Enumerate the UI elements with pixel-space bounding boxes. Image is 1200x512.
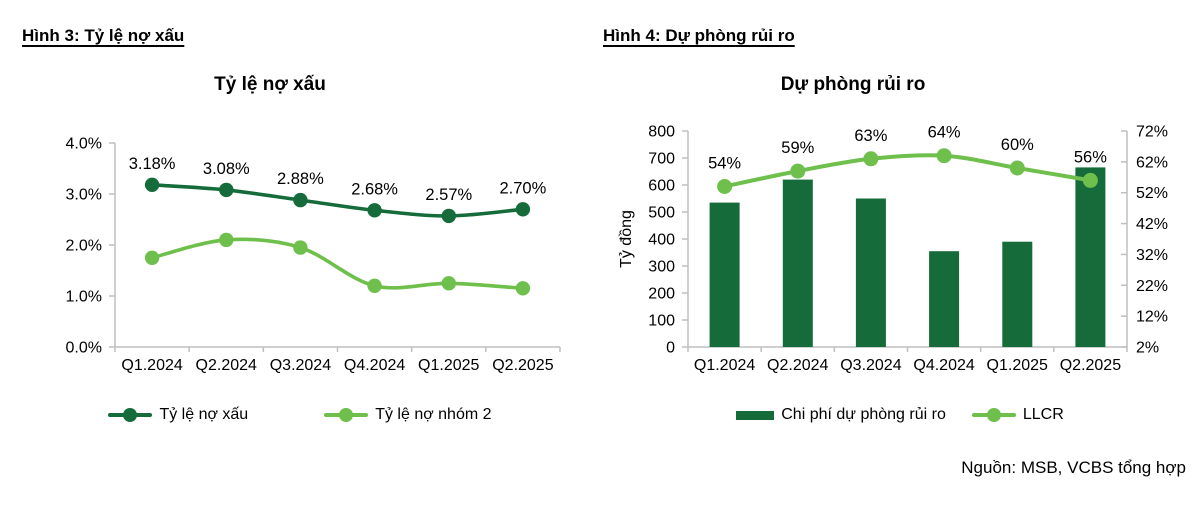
x-axis-label: Q2.2025: [1059, 357, 1122, 374]
provision-chart-title: Dự phòng rủi ro: [780, 74, 926, 95]
y-right-tick-label: 42%: [1136, 216, 1169, 234]
x-axis-label: Q1.2025: [986, 357, 1048, 374]
line-marker-icon: [324, 408, 368, 422]
bar: [1002, 242, 1032, 347]
line-marker-icon: [972, 408, 1016, 422]
legend-label: Chi phí dự phòng rủi ro: [781, 406, 946, 423]
bar: [856, 199, 886, 348]
data-point-label: 63%: [854, 126, 888, 145]
y-right-tick-label: 52%: [1136, 185, 1169, 203]
x-axis-label: Q2.2024: [195, 357, 257, 374]
y-left-tick-label: 400: [648, 231, 675, 249]
data-point-marker: [516, 281, 530, 295]
x-axis-label: Q3.2024: [269, 357, 332, 374]
y-left-tick-label: 200: [648, 285, 675, 303]
provision-chart-legend: [600, 406, 1200, 424]
data-point-marker: [937, 148, 952, 163]
data-point-marker: [1010, 161, 1025, 176]
figure4-heading: Hình 4: Dự phòng rủi ro: [603, 26, 795, 45]
data-point-marker: [367, 203, 381, 217]
data-point-marker: [442, 209, 456, 223]
data-point-label: 3.18%: [128, 154, 176, 173]
y-left-tick-label: 600: [648, 177, 675, 195]
data-point-marker: [1083, 173, 1098, 188]
y-axis-tick-label: 1.0%: [65, 288, 102, 306]
x-axis-label: Q4.2024: [913, 357, 975, 374]
data-point-label: 2.88%: [277, 170, 324, 189]
x-axis-label: Q1.2025: [418, 357, 480, 374]
y-right-tick-label: 2%: [1136, 339, 1160, 357]
data-point-marker: [442, 276, 456, 290]
y-left-tick-label: 300: [648, 258, 675, 276]
data-point-label: 2.68%: [351, 180, 398, 199]
y-right-tick-label: 32%: [1136, 246, 1169, 264]
data-point-marker: [293, 240, 307, 254]
legend-item-provision-cost: [736, 406, 946, 424]
legend-label: Tỷ lệ nợ xấu: [159, 406, 249, 423]
npl-line-chart: [0, 60, 600, 410]
x-axis-label: Q1.2024: [121, 357, 183, 374]
bar: [783, 180, 813, 347]
y-axis-tick-label: 3.0%: [65, 186, 102, 204]
legend-item-group2-ratio: [324, 406, 491, 424]
data-point-marker: [219, 183, 233, 197]
y-right-tick-label: 72%: [1136, 123, 1169, 141]
source-note: Nguồn: MSB, VCBS tổng hợp: [961, 458, 1186, 477]
data-point-marker: [717, 179, 732, 194]
x-axis-label: Q4.2024: [343, 357, 406, 374]
data-point-label: 64%: [927, 123, 961, 142]
data-point-marker: [790, 164, 805, 179]
legend-item-npl-ratio: [108, 406, 248, 424]
x-axis-label: Q2.2024: [767, 357, 829, 374]
legend-label: Tỷ lệ nợ nhóm 2: [375, 406, 492, 423]
legend-item-llcr: [972, 406, 1064, 424]
data-point-marker: [145, 251, 159, 265]
y-right-tick-label: 22%: [1136, 277, 1169, 295]
series-line: [152, 239, 523, 288]
bar: [1075, 167, 1105, 347]
provision-combo-chart: [600, 60, 1200, 410]
y-left-tick-label: 800: [648, 123, 675, 141]
data-point-label: 2.57%: [425, 185, 473, 204]
y-axis-tick-label: 4.0%: [65, 135, 102, 153]
y-axis-tick-label: 2.0%: [65, 237, 102, 255]
bar: [710, 203, 740, 347]
x-axis-label: Q1.2024: [693, 357, 756, 374]
y-right-tick-label: 12%: [1136, 308, 1169, 326]
y-left-axis-title: Tỷ đồng: [618, 210, 635, 268]
y-left-tick-label: 700: [648, 150, 675, 168]
y-right-tick-label: 62%: [1136, 154, 1169, 172]
data-point-marker: [863, 151, 878, 166]
data-point-marker: [367, 279, 381, 293]
data-point-marker: [293, 193, 307, 207]
y-axis-tick-label: 0.0%: [65, 339, 102, 357]
data-point-marker: [516, 202, 530, 216]
data-point-label: 56%: [1073, 148, 1107, 167]
x-axis-label: Q3.2024: [840, 357, 902, 374]
figure3-heading: Hình 3: Tỷ lệ nợ xấu: [22, 26, 185, 45]
data-point-label: 2.70%: [499, 179, 547, 198]
data-point-marker: [219, 233, 233, 247]
data-point-label: 59%: [781, 139, 815, 158]
series-line: [725, 155, 1091, 186]
y-left-tick-label: 100: [648, 312, 675, 330]
line-marker-icon: [108, 408, 152, 422]
npl-chart-title: Tỷ lệ nợ xấu: [214, 74, 326, 95]
data-point-marker: [145, 178, 159, 192]
y-left-tick-label: 0: [666, 339, 675, 357]
legend-label: LLCR: [1022, 406, 1064, 423]
y-left-tick-label: 500: [648, 204, 675, 222]
npl-chart-legend: [0, 406, 600, 424]
bar-swatch-icon: [736, 411, 774, 420]
x-axis-label: Q2.2025: [492, 357, 554, 374]
data-point-label: 3.08%: [202, 159, 250, 178]
data-point-label: 54%: [708, 154, 742, 173]
bar: [929, 251, 959, 347]
data-point-label: 60%: [1000, 136, 1034, 154]
